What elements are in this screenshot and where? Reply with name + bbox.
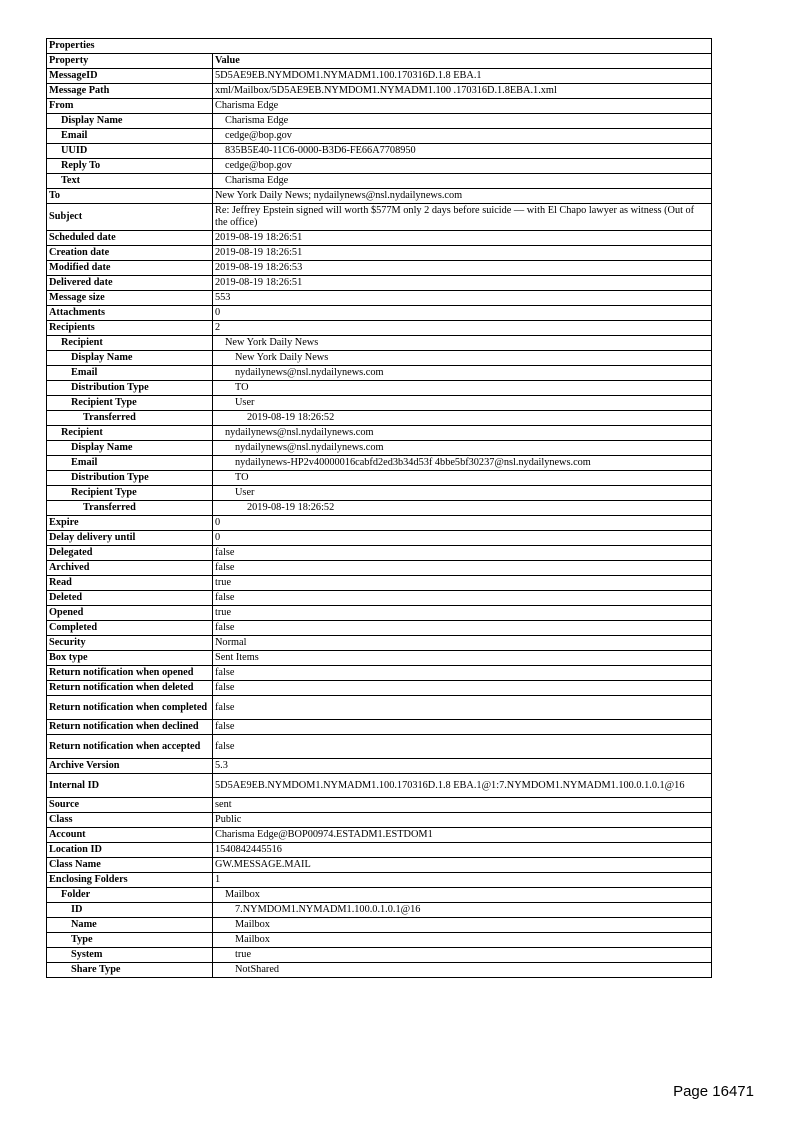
table-row	[47, 798, 712, 813]
property-name: Type	[47, 933, 213, 948]
property-value: false	[213, 735, 712, 759]
property-name: Archive Version	[47, 759, 213, 774]
property-name: Source	[47, 798, 213, 813]
property-value: 0	[213, 306, 712, 321]
table-row	[47, 276, 712, 291]
property-value: Charisma Edge	[213, 114, 712, 129]
property-value: Normal	[213, 636, 712, 651]
table-row	[47, 720, 712, 735]
property-name: Recipient Type	[47, 486, 213, 501]
property-name: Archived	[47, 561, 213, 576]
property-value: 553	[213, 291, 712, 306]
property-value: true	[213, 576, 712, 591]
property-name: Delivered date	[47, 276, 213, 291]
table-title: Properties	[47, 39, 712, 54]
property-name: Location ID	[47, 843, 213, 858]
table-row	[47, 396, 712, 411]
property-name: Recipient	[47, 426, 213, 441]
table-row	[47, 366, 712, 381]
property-name: Delegated	[47, 546, 213, 561]
properties-table	[46, 38, 712, 978]
property-value: false	[213, 546, 712, 561]
table-row	[47, 843, 712, 858]
table-row	[47, 426, 712, 441]
table-row	[47, 174, 712, 189]
property-value: 2019-08-19 18:26:51	[213, 276, 712, 291]
property-name: Recipient Type	[47, 396, 213, 411]
table-row	[47, 933, 712, 948]
table-row	[47, 321, 712, 336]
property-name: To	[47, 189, 213, 204]
property-name: Box type	[47, 651, 213, 666]
property-value: 2019-08-19 18:26:52	[213, 501, 712, 516]
table-row	[47, 69, 712, 84]
property-name: Recipients	[47, 321, 213, 336]
table-row	[47, 918, 712, 933]
properties-table-body	[47, 39, 712, 978]
table-row	[47, 666, 712, 681]
property-name: Delay delivery until	[47, 531, 213, 546]
property-name: Return notification when opened	[47, 666, 213, 681]
table-row	[47, 411, 712, 426]
table-row	[47, 696, 712, 720]
property-value: Mailbox	[213, 918, 712, 933]
table-row	[47, 948, 712, 963]
property-name: Email	[47, 129, 213, 144]
table-row	[47, 189, 712, 204]
property-value: false	[213, 666, 712, 681]
table-row	[47, 486, 712, 501]
property-value: false	[213, 561, 712, 576]
table-row	[47, 531, 712, 546]
property-value: false	[213, 591, 712, 606]
property-value: false	[213, 720, 712, 735]
property-value: User	[213, 396, 712, 411]
table-row	[47, 144, 712, 159]
property-name: Return notification when deleted	[47, 681, 213, 696]
property-value: cedge@bop.gov	[213, 159, 712, 174]
table-row	[47, 456, 712, 471]
table-row	[47, 336, 712, 351]
property-name: Expire	[47, 516, 213, 531]
property-value: false	[213, 621, 712, 636]
property-value: Mailbox	[213, 888, 712, 903]
property-name: Share Type	[47, 963, 213, 978]
property-value: User	[213, 486, 712, 501]
property-value: nydailynews@nsl.nydailynews.com	[213, 426, 712, 441]
property-value: true	[213, 948, 712, 963]
property-value: Sent Items	[213, 651, 712, 666]
table-row	[47, 681, 712, 696]
table-row	[47, 351, 712, 366]
page-number: Page 16471	[673, 1083, 754, 1100]
property-value: Charisma Edge	[213, 99, 712, 114]
property-value: TO	[213, 471, 712, 486]
header-property: Property	[47, 54, 213, 69]
property-name: Display Name	[47, 351, 213, 366]
property-name: From	[47, 99, 213, 114]
property-value: 1540842445516	[213, 843, 712, 858]
table-row	[47, 231, 712, 246]
property-value: xml/Mailbox/5D5AE9EB.NYMDOM1.NYMADM1.100 .170316D.1.8EBA.1.xml	[213, 84, 712, 99]
property-name: Display Name	[47, 441, 213, 456]
table-row	[47, 636, 712, 651]
property-value: 1	[213, 873, 712, 888]
property-name: Read	[47, 576, 213, 591]
table-row	[47, 291, 712, 306]
property-value: Charisma Edge@BOP00974.ESTADM1.ESTDOM1	[213, 828, 712, 843]
property-value: nydailynews@nsl.nydailynews.com	[213, 366, 712, 381]
table-row	[47, 828, 712, 843]
property-value: New York Daily News	[213, 336, 712, 351]
property-value: 2019-08-19 18:26:53	[213, 261, 712, 276]
property-name: Name	[47, 918, 213, 933]
property-value: cedge@bop.gov	[213, 129, 712, 144]
property-value: 7.NYMDOM1.NYMADM1.100.0.1.0.1@16	[213, 903, 712, 918]
property-name: Return notification when accepted	[47, 735, 213, 759]
property-value: 5.3	[213, 759, 712, 774]
property-name: Creation date	[47, 246, 213, 261]
property-name: Opened	[47, 606, 213, 621]
property-name: Transferred	[47, 501, 213, 516]
property-name: System	[47, 948, 213, 963]
property-value: nydailynews@nsl.nydailynews.com	[213, 441, 712, 456]
table-row	[47, 501, 712, 516]
table-row	[47, 591, 712, 606]
table-row	[47, 774, 712, 798]
property-name: Class	[47, 813, 213, 828]
property-value: nydailynews-HP2v40000016cabfd2ed3b34d53f 4bbe5bf30237@nsl.nydailynews.com	[213, 456, 712, 471]
property-name: Account	[47, 828, 213, 843]
property-name: Folder	[47, 888, 213, 903]
property-value: NotShared	[213, 963, 712, 978]
table-row	[47, 99, 712, 114]
table-row	[47, 888, 712, 903]
property-name: Scheduled date	[47, 231, 213, 246]
table-title-row	[47, 39, 712, 54]
property-name: Subject	[47, 204, 213, 231]
property-value: GW.MESSAGE.MAIL	[213, 858, 712, 873]
property-value: Charisma Edge	[213, 174, 712, 189]
property-name: Email	[47, 456, 213, 471]
property-value: 2019-08-19 18:26:51	[213, 246, 712, 261]
table-row	[47, 246, 712, 261]
table-row	[47, 576, 712, 591]
property-name: Class Name	[47, 858, 213, 873]
property-name: Security	[47, 636, 213, 651]
table-row	[47, 759, 712, 774]
property-value: 2019-08-19 18:26:52	[213, 411, 712, 426]
property-value: 5D5AE9EB.NYMDOM1.NYMADM1.100.170316D.1.8 EBA.1@1:7.NYMDOM1.NYMADM1.100.0.1.0.1@16	[213, 774, 712, 798]
property-name: Email	[47, 366, 213, 381]
property-value: Re: Jeffrey Epstein signed will worth $577M only 2 days before suicide — with El Chapo lawyer as witness (Out of the office)	[213, 204, 712, 231]
property-name: Distribution Type	[47, 471, 213, 486]
property-name: Recipient	[47, 336, 213, 351]
header-value: Value	[213, 54, 712, 69]
property-value: true	[213, 606, 712, 621]
table-row	[47, 651, 712, 666]
property-name: MessageID	[47, 69, 213, 84]
property-name: Text	[47, 174, 213, 189]
property-name: Deleted	[47, 591, 213, 606]
property-value: 2019-08-19 18:26:51	[213, 231, 712, 246]
property-name: Completed	[47, 621, 213, 636]
table-row	[47, 114, 712, 129]
table-row	[47, 471, 712, 486]
table-row	[47, 561, 712, 576]
table-row	[47, 546, 712, 561]
property-name: Reply To	[47, 159, 213, 174]
table-row	[47, 261, 712, 276]
property-name: Internal ID	[47, 774, 213, 798]
table-row	[47, 381, 712, 396]
property-name: Display Name	[47, 114, 213, 129]
property-name: Attachments	[47, 306, 213, 321]
property-value: New York Daily News	[213, 351, 712, 366]
property-name: Return notification when declined	[47, 720, 213, 735]
table-row	[47, 606, 712, 621]
table-row	[47, 159, 712, 174]
property-value: New York Daily News; nydailynews@nsl.nydailynews.com	[213, 189, 712, 204]
table-row	[47, 903, 712, 918]
property-value: TO	[213, 381, 712, 396]
property-value: Mailbox	[213, 933, 712, 948]
property-name: UUID	[47, 144, 213, 159]
property-value: 5D5AE9EB.NYMDOM1.NYMADM1.100.170316D.1.8 EBA.1	[213, 69, 712, 84]
table-row	[47, 306, 712, 321]
property-name: Message Path	[47, 84, 213, 99]
property-value: false	[213, 696, 712, 720]
table-row	[47, 204, 712, 231]
property-value: 0	[213, 516, 712, 531]
table-row	[47, 621, 712, 636]
property-value: 2	[213, 321, 712, 336]
table-row	[47, 84, 712, 99]
property-name: Return notification when completed	[47, 696, 213, 720]
table-row	[47, 873, 712, 888]
property-name: Message size	[47, 291, 213, 306]
property-value: 835B5E40-11C6-0000-B3D6-FE66A7708950	[213, 144, 712, 159]
property-name: ID	[47, 903, 213, 918]
property-value: Public	[213, 813, 712, 828]
table-header-row	[47, 54, 712, 69]
table-row	[47, 813, 712, 828]
property-name: Distribution Type	[47, 381, 213, 396]
table-row	[47, 441, 712, 456]
table-row	[47, 858, 712, 873]
property-value: false	[213, 681, 712, 696]
property-name: Modified date	[47, 261, 213, 276]
table-row	[47, 963, 712, 978]
property-value: sent	[213, 798, 712, 813]
property-value: 0	[213, 531, 712, 546]
table-row	[47, 516, 712, 531]
property-name: Transferred	[47, 411, 213, 426]
table-row	[47, 735, 712, 759]
property-name: Enclosing Folders	[47, 873, 213, 888]
table-row	[47, 129, 712, 144]
